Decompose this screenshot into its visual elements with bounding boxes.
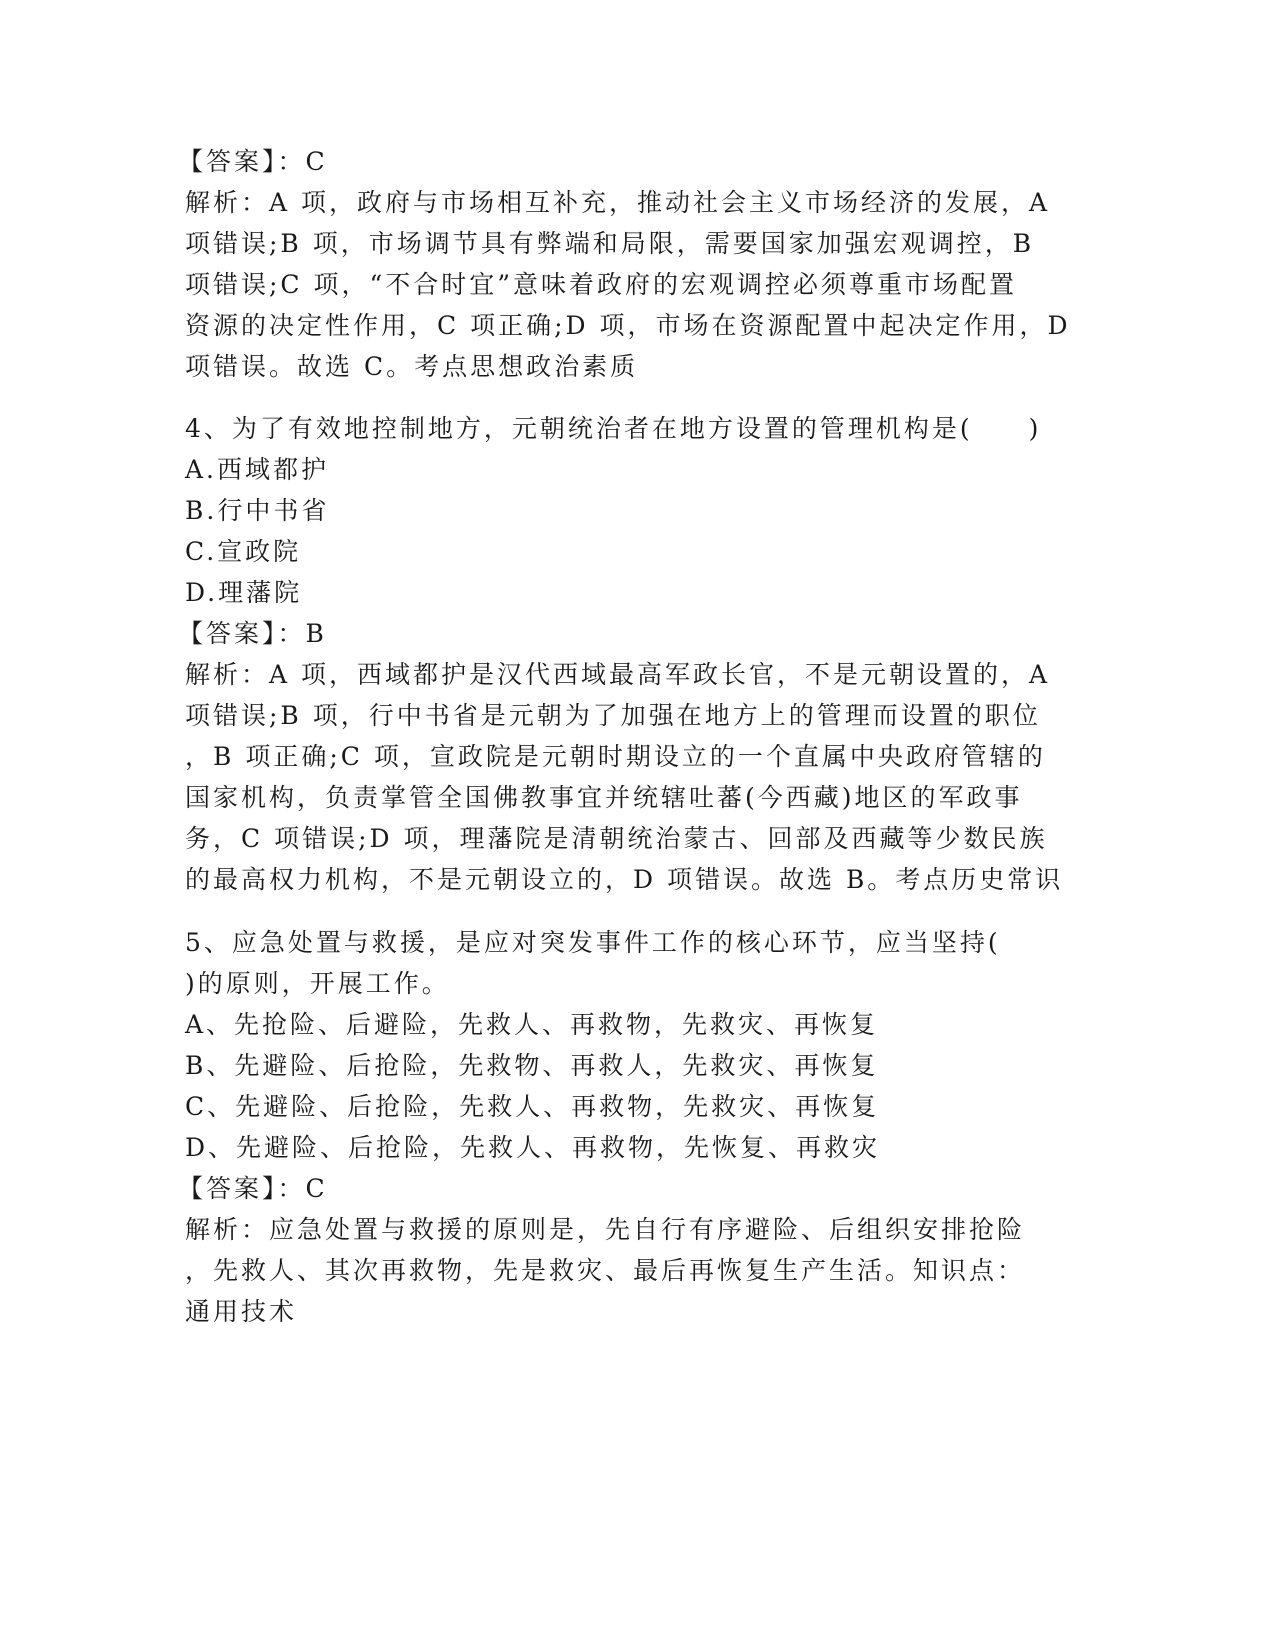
q4-analysis-line-3: ，B 项正确;C 项，宣政院是元朝时期设立的一个直属中央政府管辖的: [185, 742, 1046, 771]
q4-question: 4、为了有效地控制地方，元朝统治者在地方设置的管理机构是( ): [185, 414, 1042, 443]
q3-analysis-line-2: 项错误;B 项，市场调节具有弊端和局限，需要国家加强宏观调控，B: [185, 229, 1035, 258]
q5-question-line-2: )的原则，开展工作。: [185, 969, 450, 998]
q3-answer: 【答案】：C: [178, 147, 328, 176]
q4-option-c: C.宣政院: [185, 537, 302, 566]
q3-analysis-line-5: 项错误。故选 C。考点思想政治素质: [185, 352, 639, 381]
q4-analysis-line-1: 解析：A 项，西域都护是汉代西域最高军政长官，不是元朝设置的，A: [185, 660, 1051, 689]
q4-analysis-line-4: 国家机构，负责掌管全国佛教事宜并统辖吐蕃(今西藏)地区的军政事: [185, 783, 1023, 812]
q4-option-d: D.理藩院: [185, 578, 303, 607]
q4-analysis-line-5: 务，C 项错误;D 项，理藩院是清朝统治蒙古、回部及西藏等少数民族: [185, 824, 1048, 853]
q4-analysis-line-6: 的最高权力机构，不是元朝设立的，D 项错误。故选 B。考点历史常识: [185, 865, 1064, 894]
q5-option-a: A、先抢险、后避险，先救人、再救物，先救灾、再恢复: [185, 1010, 879, 1039]
q5-option-d: D、先避险、后抢险，先救人、再救物，先恢复、再救灾: [185, 1133, 881, 1162]
q5-question-line-1: 5、应急处置与救援，是应对突发事件工作的核心环节，应当坚持(: [185, 928, 1001, 957]
q3-analysis-line-4: 资源的决定性作用，C 项正确;D 项，市场在资源配置中起决定作用，D: [185, 311, 1071, 340]
q3-analysis-line-3: 项错误;C 项，“不合时宜”意味着政府的宏观调控必须尊重市场配置: [185, 270, 1018, 299]
q4-analysis-line-2: 项错误;B 项，行中书省是元朝为了加强在地方上的管理而设置的职位: [185, 701, 1041, 730]
q5-analysis-line-2: ，先救人、其次再救物，先是救灾、最后再恢复生产生活。知识点：: [185, 1256, 1026, 1285]
q5-option-b: B、先避险、后抢险，先救物、再救人，先救灾、再恢复: [185, 1051, 879, 1080]
q3-analysis-line-1: 解析：A 项，政府与市场相互补充，推动社会主义市场经济的发展，A: [185, 188, 1051, 217]
q4-option-b: B.行中书省: [185, 496, 330, 525]
q5-analysis-line-3: 通用技术: [185, 1297, 298, 1326]
q5-analysis-line-1: 解析：应急处置与救援的原则是，先自行有序避险、后组织安排抢险: [185, 1215, 1026, 1244]
q4-option-a: A.西域都护: [185, 455, 330, 484]
q5-answer: 【答案】：C: [178, 1174, 328, 1203]
q5-option-c: C、先避险、后抢险，先救人、再救物，先救灾、再恢复: [185, 1092, 880, 1121]
q4-answer: 【答案】：B: [178, 619, 327, 648]
